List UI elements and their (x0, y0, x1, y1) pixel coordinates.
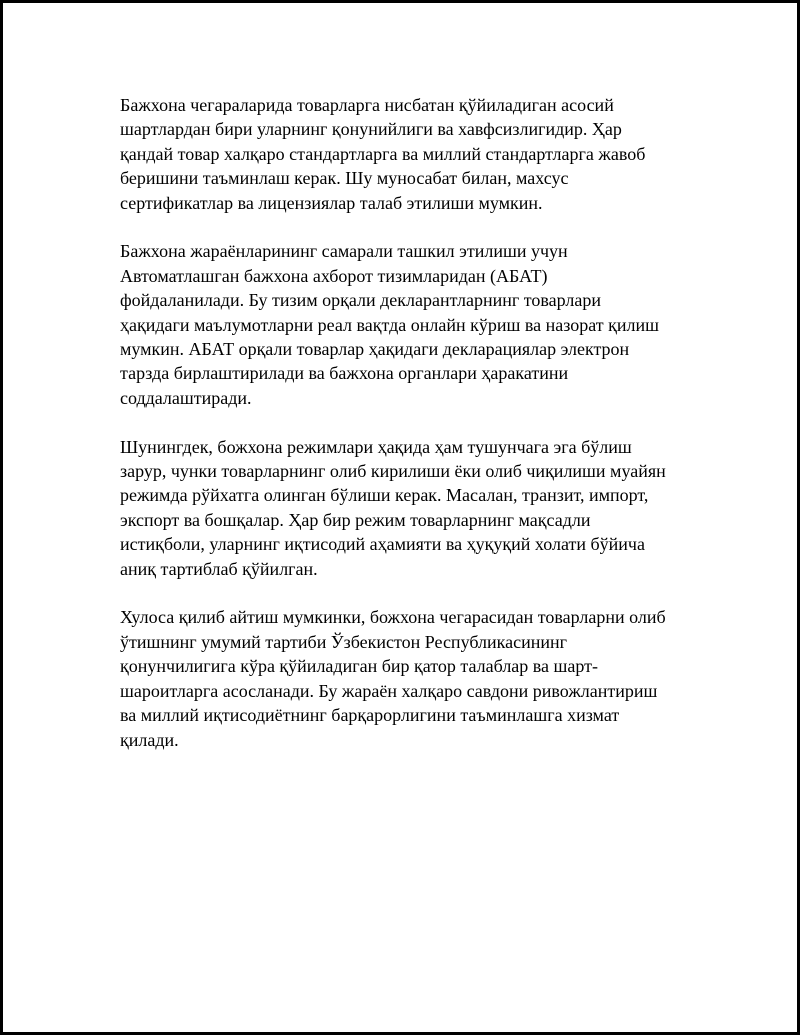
text-line: ҳақидаги маълумотларни реал вақтда онлайн кўриш ва назорат қилиш (120, 314, 659, 335)
paragraph-1 (120, 93, 705, 215)
text-line: қилади. (120, 729, 179, 750)
text-line: фойдаланилади. Бу тизим орқали декларантларнинг товарлари (120, 290, 602, 311)
paragraph-2 (120, 239, 705, 410)
text-line: мумкин. АБАТ орқали товарлар ҳақидаги декларациялар электрон (120, 339, 630, 360)
text-line: Бажхона чегараларида товарларга нисбатан қўйиладиган асосий (120, 95, 614, 115)
paragraph-3 (120, 435, 705, 581)
text-line: ўтишнинг умумий тартиби Ўзбекистон Республикасининг (120, 631, 568, 652)
text-line: беришини таъминлаш керак. Шу муносабат билан, махсус (120, 168, 569, 189)
text-line: Хулоса қилиб айтиш мумкинки, божхона чегарасидан товарларни олиб (120, 607, 666, 628)
text-line: режимда рўйхатга олинган бўлиши керак. Масалан, транзит, импорт, (120, 485, 649, 506)
text-line: қонунчилигига кўра қўйиладиган бир қатор талаблар ва шарт- (120, 656, 599, 677)
text-line: соддалаштиради. (120, 387, 252, 408)
text-line: аниқ тартиблаб қўйилган. (120, 558, 318, 579)
text-line: шартлардан бири уларнинг қонунийлиги ва хавфсизлигидир. Ҳар (120, 119, 622, 140)
text-line: шароитларга асосланади. Бу жараён халқаро савдони ривожлантириш (120, 680, 658, 701)
text-line: истиқболи, уларнинг иқтисодий аҳамияти ва ҳуқуқий холати бўйича (120, 534, 645, 555)
text-line: тарзда бирлаштирилади ва бажхона органлари ҳаракатини (120, 363, 569, 384)
document-body (120, 93, 705, 776)
text-line: зарур, чунки товарларнинг олиб кирилиши ёки олиб чиқилиши муайян (120, 461, 666, 482)
text-line: экспорт ва бошқалар. Ҳар бир режим товарларнинг мақсадли (120, 509, 591, 530)
paragraph-4 (120, 605, 705, 751)
text-line: ва миллий иқтисодиётнинг барқарорлигини таъминлашга хизмат (120, 705, 620, 726)
text-line: Автоматлашган бажхона ахборот тизимларидан (АБАТ) (120, 265, 548, 286)
text-line: Бажхона жараёнларининг самарали ташкил этилиши учун (120, 241, 568, 262)
text-line: сертификатлар ва лицензиялар талаб этилиши мумкин. (120, 192, 543, 213)
text-line: қандай товар халқаро стандартларга ва миллий стандартларга жавоб (120, 143, 646, 164)
text-line: Шунингдек, божхона режимлари ҳақида ҳам тушунчага эга бўлиш (120, 436, 632, 457)
